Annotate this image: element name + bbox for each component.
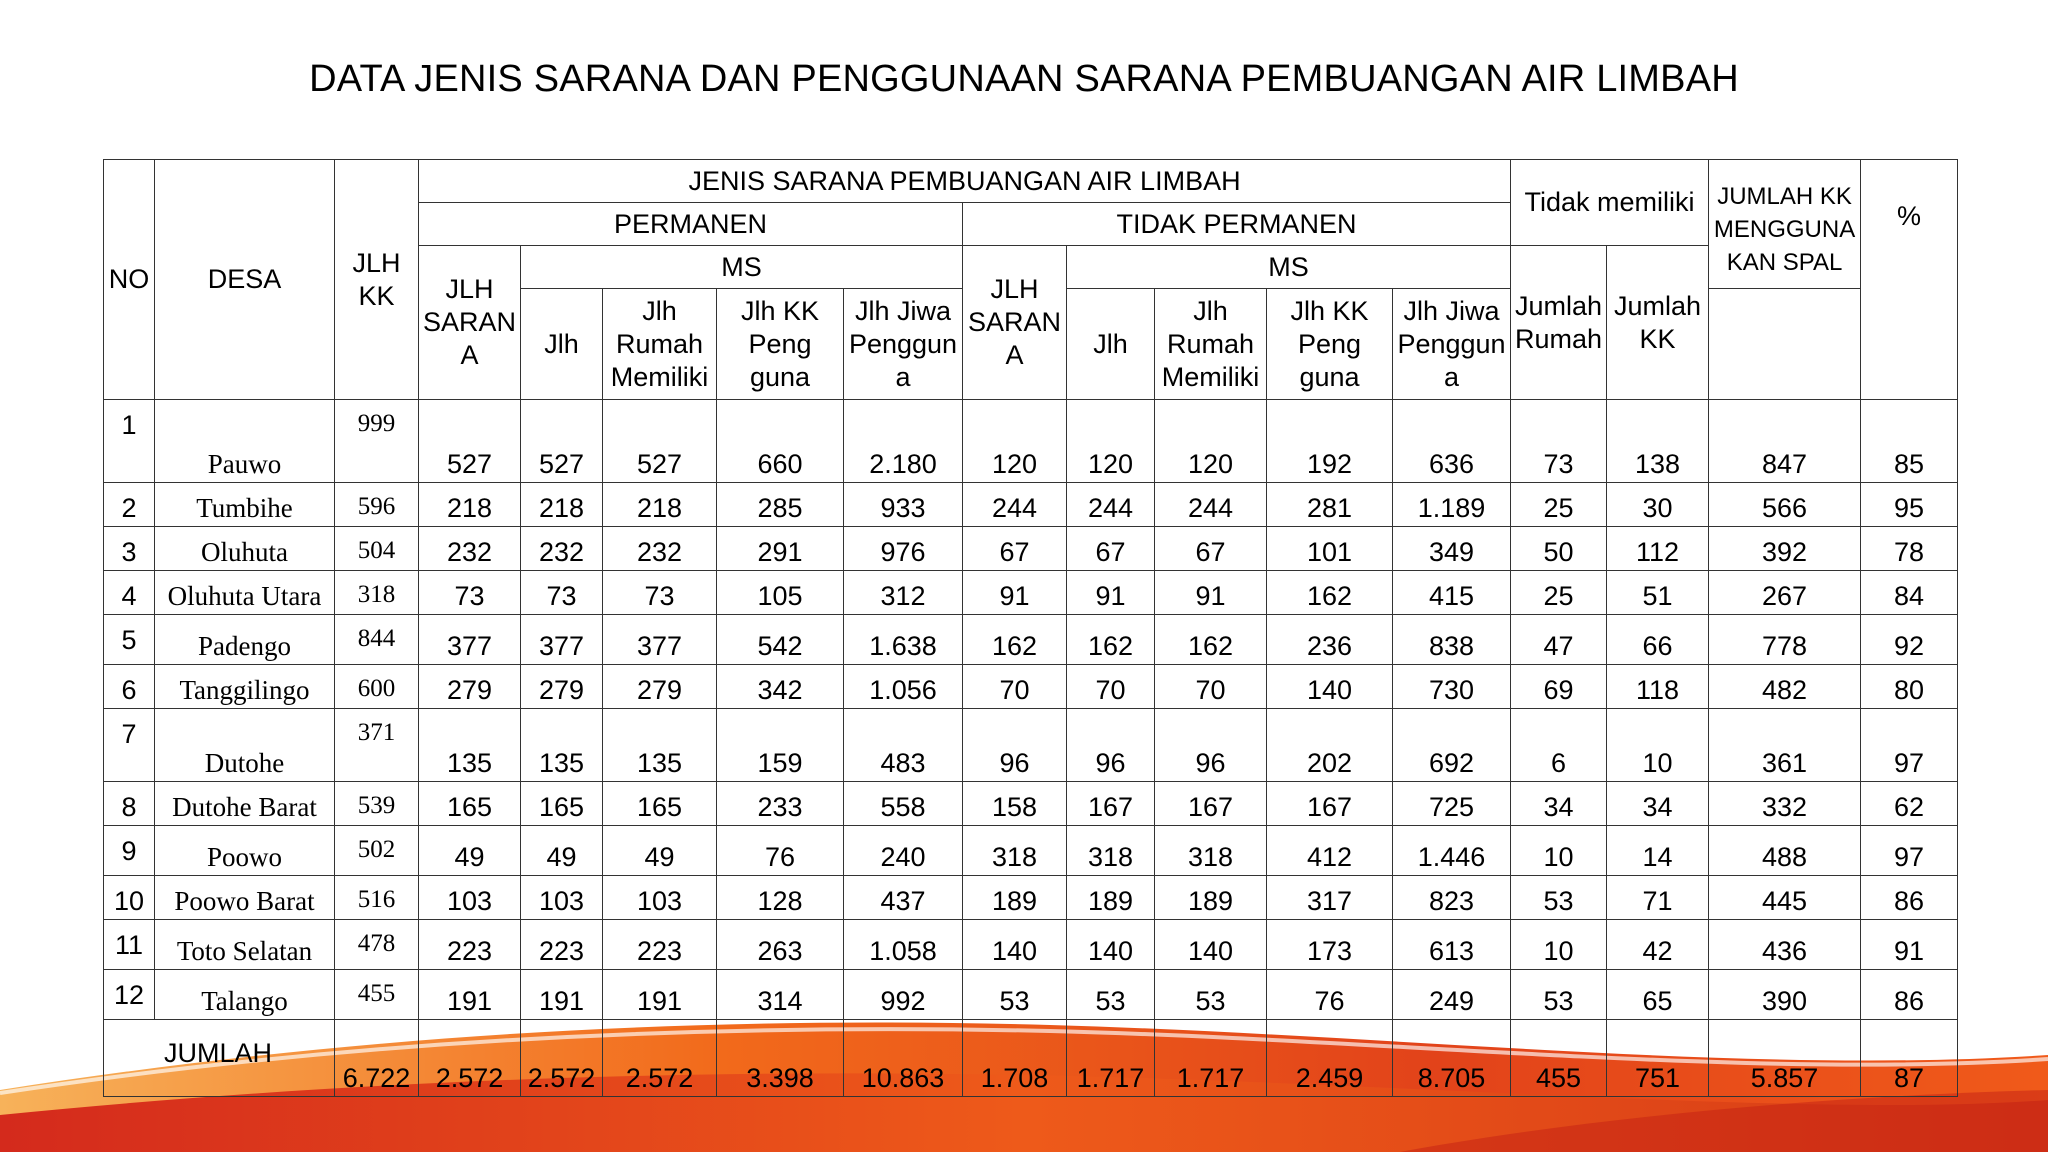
row-value: 847 xyxy=(1709,400,1861,483)
row-value: 95 xyxy=(1861,483,1958,527)
row-value: 482 xyxy=(1709,665,1861,709)
row-value: 415 xyxy=(1393,571,1511,615)
row-value: 725 xyxy=(1393,782,1511,826)
header-tidak-memiliki: Tidak memiliki xyxy=(1511,160,1709,246)
row-no: 9 xyxy=(104,826,155,876)
row-value: 232 xyxy=(419,527,521,571)
row-value: 412 xyxy=(1267,826,1393,876)
total-value: 8.705 xyxy=(1393,1020,1511,1097)
row-desa: Talango xyxy=(155,970,335,1020)
table-row xyxy=(104,615,1958,665)
header-jlh-kk-pengguna: Jlh KK Peng guna xyxy=(717,289,844,400)
row-value: 66 xyxy=(1607,615,1709,665)
row-value: 558 xyxy=(844,782,963,826)
total-value: 1.717 xyxy=(1155,1020,1267,1097)
total-value: 10.863 xyxy=(844,1020,963,1097)
row-value: 566 xyxy=(1709,483,1861,527)
row-value: 992 xyxy=(844,970,963,1020)
header-desa: DESA xyxy=(155,160,335,400)
header-jumlah-kk-spal: JUMLAH KK MENGGUNA KAN SPAL xyxy=(1709,160,1861,289)
row-value: 2.180 xyxy=(844,400,963,483)
row-value: 332 xyxy=(1709,782,1861,826)
row-value: 140 xyxy=(963,920,1067,970)
row-value: 1.446 xyxy=(1393,826,1511,876)
row-value: 249 xyxy=(1393,970,1511,1020)
row-value: 192 xyxy=(1267,400,1393,483)
row-value: 53 xyxy=(963,970,1067,1020)
row-value: 91 xyxy=(963,571,1067,615)
table-row xyxy=(104,970,1958,1020)
row-value: 167 xyxy=(1155,782,1267,826)
row-value: 62 xyxy=(1861,782,1958,826)
row-value: 53 xyxy=(1067,970,1155,1020)
row-jlh-kk: 516 xyxy=(335,876,419,920)
row-desa: Padengo xyxy=(155,615,335,665)
row-value: 92 xyxy=(1861,615,1958,665)
row-jlh-kk: 318 xyxy=(335,571,419,615)
row-value: 70 xyxy=(963,665,1067,709)
row-value: 10 xyxy=(1511,920,1607,970)
row-value: 173 xyxy=(1267,920,1393,970)
total-value: 751 xyxy=(1607,1020,1709,1097)
row-value: 318 xyxy=(1067,826,1155,876)
header-jlh-sarana-tidak-permanen: JLH SARAN A xyxy=(963,246,1067,400)
row-value: 488 xyxy=(1709,826,1861,876)
table-row xyxy=(104,876,1958,920)
row-value: 140 xyxy=(1267,665,1393,709)
row-value: 84 xyxy=(1861,571,1958,615)
row-value: 135 xyxy=(521,709,603,782)
header-ms-permanen: MS xyxy=(521,246,963,289)
row-value: 96 xyxy=(963,709,1067,782)
row-value: 933 xyxy=(844,483,963,527)
row-desa: Toto Selatan xyxy=(155,920,335,970)
header-jlh-kk: JLH KK xyxy=(335,160,419,400)
row-value: 823 xyxy=(1393,876,1511,920)
row-value: 318 xyxy=(1155,826,1267,876)
row-value: 120 xyxy=(1155,400,1267,483)
row-value: 14 xyxy=(1607,826,1709,876)
row-value: 73 xyxy=(603,571,717,615)
row-value: 47 xyxy=(1511,615,1607,665)
row-value: 6 xyxy=(1511,709,1607,782)
row-value: 613 xyxy=(1393,920,1511,970)
row-no: 8 xyxy=(104,782,155,826)
row-value: 436 xyxy=(1709,920,1861,970)
row-value: 162 xyxy=(1267,571,1393,615)
row-no: 3 xyxy=(104,527,155,571)
row-value: 660 xyxy=(717,400,844,483)
row-value: 97 xyxy=(1861,826,1958,876)
row-value: 189 xyxy=(1067,876,1155,920)
row-value: 138 xyxy=(1607,400,1709,483)
row-value: 86 xyxy=(1861,876,1958,920)
row-value: 42 xyxy=(1607,920,1709,970)
header-jlh-sarana-permanen: JLH SARAN A xyxy=(419,246,521,400)
row-value: 118 xyxy=(1607,665,1709,709)
row-value: 349 xyxy=(1393,527,1511,571)
row-no: 11 xyxy=(104,920,155,970)
table-row xyxy=(104,782,1958,826)
total-value: 2.572 xyxy=(419,1020,521,1097)
row-value: 165 xyxy=(521,782,603,826)
row-value: 158 xyxy=(963,782,1067,826)
table-row xyxy=(104,400,1958,483)
row-desa: Poowo xyxy=(155,826,335,876)
row-jlh-kk: 999 xyxy=(335,400,419,483)
row-desa: Dutohe xyxy=(155,709,335,782)
row-value: 73 xyxy=(419,571,521,615)
row-value: 80 xyxy=(1861,665,1958,709)
row-value: 189 xyxy=(1155,876,1267,920)
row-value: 103 xyxy=(419,876,521,920)
row-value: 85 xyxy=(1861,400,1958,483)
row-no: 1 xyxy=(104,400,155,483)
row-value: 527 xyxy=(603,400,717,483)
row-value: 159 xyxy=(717,709,844,782)
table-row xyxy=(104,571,1958,615)
row-value: 189 xyxy=(963,876,1067,920)
row-jlh-kk: 504 xyxy=(335,527,419,571)
row-value: 392 xyxy=(1709,527,1861,571)
row-value: 240 xyxy=(844,826,963,876)
row-value: 342 xyxy=(717,665,844,709)
row-value: 636 xyxy=(1393,400,1511,483)
page-title: DATA JENIS SARANA DAN PENGGUNAAN SARANA PEMBUANGAN AIR LIMBAH xyxy=(309,58,1739,100)
row-value: 542 xyxy=(717,615,844,665)
total-value: 5.857 xyxy=(1709,1020,1861,1097)
row-value: 162 xyxy=(963,615,1067,665)
row-jlh-kk: 844 xyxy=(335,615,419,665)
row-jlh-kk: 600 xyxy=(335,665,419,709)
row-value: 191 xyxy=(603,970,717,1020)
table-row xyxy=(104,665,1958,709)
total-jlh-kk: 6.722 xyxy=(335,1020,419,1097)
row-value: 50 xyxy=(1511,527,1607,571)
row-jlh-kk: 502 xyxy=(335,826,419,876)
total-value: 3.398 xyxy=(717,1020,844,1097)
table-body xyxy=(104,400,1958,1097)
row-value: 223 xyxy=(521,920,603,970)
row-value: 51 xyxy=(1607,571,1709,615)
header-permanen: PERMANEN xyxy=(419,203,963,246)
row-value: 317 xyxy=(1267,876,1393,920)
row-value: 232 xyxy=(521,527,603,571)
row-value: 279 xyxy=(419,665,521,709)
row-value: 25 xyxy=(1511,571,1607,615)
row-value: 244 xyxy=(1155,483,1267,527)
header-jenis-sarana: JENIS SARANA PEMBUANGAN AIR LIMBAH xyxy=(419,160,1511,203)
row-jlh-kk: 596 xyxy=(335,483,419,527)
row-value: 1.056 xyxy=(844,665,963,709)
row-no: 7 xyxy=(104,709,155,782)
row-value: 70 xyxy=(1155,665,1267,709)
row-value: 112 xyxy=(1607,527,1709,571)
row-value: 67 xyxy=(1155,527,1267,571)
data-table xyxy=(103,159,1958,1097)
row-value: 314 xyxy=(717,970,844,1020)
row-value: 236 xyxy=(1267,615,1393,665)
row-value: 1.638 xyxy=(844,615,963,665)
header-spal-blank xyxy=(1709,289,1861,400)
row-value: 76 xyxy=(1267,970,1393,1020)
row-value: 437 xyxy=(844,876,963,920)
row-value: 244 xyxy=(1067,483,1155,527)
row-value: 10 xyxy=(1607,709,1709,782)
table-row xyxy=(104,527,1958,571)
row-value: 377 xyxy=(521,615,603,665)
row-desa: Dutohe Barat xyxy=(155,782,335,826)
row-value: 103 xyxy=(521,876,603,920)
row-jlh-kk: 371 xyxy=(335,709,419,782)
row-value: 162 xyxy=(1067,615,1155,665)
row-value: 73 xyxy=(1511,400,1607,483)
row-desa: Tanggilingo xyxy=(155,665,335,709)
row-value: 285 xyxy=(717,483,844,527)
row-value: 312 xyxy=(844,571,963,615)
table-row xyxy=(104,826,1958,876)
row-jlh-kk: 478 xyxy=(335,920,419,970)
total-value: 87 xyxy=(1861,1020,1958,1097)
row-value: 49 xyxy=(603,826,717,876)
row-value: 91 xyxy=(1155,571,1267,615)
row-value: 53 xyxy=(1155,970,1267,1020)
row-value: 96 xyxy=(1067,709,1155,782)
row-value: 191 xyxy=(419,970,521,1020)
row-value: 86 xyxy=(1861,970,1958,1020)
row-no: 4 xyxy=(104,571,155,615)
row-value: 361 xyxy=(1709,709,1861,782)
row-value: 233 xyxy=(717,782,844,826)
row-value: 281 xyxy=(1267,483,1393,527)
header-jlh-rumah-memiliki: Jlh Rumah Memiliki xyxy=(603,289,717,400)
header-jlh-jiwa-pengguna: Jlh Jiwa Penggun a xyxy=(844,289,963,400)
header-jumlah-rumah: Jumlah Rumah xyxy=(1511,246,1607,400)
row-value: 91 xyxy=(1067,571,1155,615)
row-value: 838 xyxy=(1393,615,1511,665)
row-value: 76 xyxy=(717,826,844,876)
row-value: 318 xyxy=(963,826,1067,876)
row-value: 527 xyxy=(521,400,603,483)
row-value: 71 xyxy=(1607,876,1709,920)
table-row xyxy=(104,920,1958,970)
row-value: 120 xyxy=(1067,400,1155,483)
row-value: 53 xyxy=(1511,970,1607,1020)
row-value: 34 xyxy=(1607,782,1709,826)
row-value: 97 xyxy=(1861,709,1958,782)
row-jlh-kk: 455 xyxy=(335,970,419,1020)
row-value: 69 xyxy=(1511,665,1607,709)
row-value: 202 xyxy=(1267,709,1393,782)
table-row xyxy=(104,709,1958,782)
row-desa: Oluhuta xyxy=(155,527,335,571)
row-value: 291 xyxy=(717,527,844,571)
row-no: 2 xyxy=(104,483,155,527)
row-value: 730 xyxy=(1393,665,1511,709)
row-value: 263 xyxy=(717,920,844,970)
total-label: JUMLAH xyxy=(104,1020,335,1097)
total-value: 2.572 xyxy=(521,1020,603,1097)
header-jlh-jiwa-pengguna: Jlh Jiwa Penggun a xyxy=(1393,289,1511,400)
header-ms-tidak-permanen: MS xyxy=(1067,246,1511,289)
row-value: 218 xyxy=(603,483,717,527)
row-value: 1.058 xyxy=(844,920,963,970)
total-value: 2.459 xyxy=(1267,1020,1393,1097)
header-jlh: Jlh xyxy=(1067,289,1155,400)
header-no: NO xyxy=(104,160,155,400)
row-value: 165 xyxy=(603,782,717,826)
row-value: 135 xyxy=(419,709,521,782)
row-value: 218 xyxy=(521,483,603,527)
header-persen: % xyxy=(1861,160,1958,400)
row-value: 91 xyxy=(1861,920,1958,970)
row-value: 165 xyxy=(419,782,521,826)
row-value: 162 xyxy=(1155,615,1267,665)
row-value: 167 xyxy=(1267,782,1393,826)
row-value: 10 xyxy=(1511,826,1607,876)
row-value: 377 xyxy=(419,615,521,665)
row-value: 167 xyxy=(1067,782,1155,826)
total-value: 1.717 xyxy=(1067,1020,1155,1097)
row-desa: Tumbihe xyxy=(155,483,335,527)
header-jlh-rumah-memiliki: Jlh Rumah Memiliki xyxy=(1155,289,1267,400)
row-value: 527 xyxy=(419,400,521,483)
row-value: 390 xyxy=(1709,970,1861,1020)
row-value: 53 xyxy=(1511,876,1607,920)
row-no: 5 xyxy=(104,615,155,665)
row-value: 976 xyxy=(844,527,963,571)
row-value: 67 xyxy=(963,527,1067,571)
row-value: 232 xyxy=(603,527,717,571)
header-jlh-kk-pengguna: Jlh KK Peng guna xyxy=(1267,289,1393,400)
row-value: 120 xyxy=(963,400,1067,483)
total-value: 1.708 xyxy=(963,1020,1067,1097)
header-tidak-permanen: TIDAK PERMANEN xyxy=(963,203,1511,246)
row-value: 223 xyxy=(419,920,521,970)
row-value: 96 xyxy=(1155,709,1267,782)
row-jlh-kk: 539 xyxy=(335,782,419,826)
row-value: 279 xyxy=(603,665,717,709)
row-desa: Oluhuta Utara xyxy=(155,571,335,615)
row-value: 49 xyxy=(521,826,603,876)
row-value: 191 xyxy=(521,970,603,1020)
row-value: 73 xyxy=(521,571,603,615)
row-value: 30 xyxy=(1607,483,1709,527)
row-value: 244 xyxy=(963,483,1067,527)
row-value: 67 xyxy=(1067,527,1155,571)
total-value: 455 xyxy=(1511,1020,1607,1097)
table-row xyxy=(104,483,1958,527)
row-value: 267 xyxy=(1709,571,1861,615)
row-value: 103 xyxy=(603,876,717,920)
row-value: 105 xyxy=(717,571,844,615)
row-value: 101 xyxy=(1267,527,1393,571)
row-value: 25 xyxy=(1511,483,1607,527)
row-no: 12 xyxy=(104,970,155,1020)
row-value: 78 xyxy=(1861,527,1958,571)
row-value: 692 xyxy=(1393,709,1511,782)
row-value: 135 xyxy=(603,709,717,782)
row-value: 34 xyxy=(1511,782,1607,826)
header-jumlah-kk: Jumlah KK xyxy=(1607,246,1709,400)
row-desa: Poowo Barat xyxy=(155,876,335,920)
total-row xyxy=(104,1020,1958,1097)
row-value: 1.189 xyxy=(1393,483,1511,527)
row-value: 140 xyxy=(1155,920,1267,970)
total-value: 2.572 xyxy=(603,1020,717,1097)
row-desa: Pauwo xyxy=(155,400,335,483)
row-value: 377 xyxy=(603,615,717,665)
row-value: 140 xyxy=(1067,920,1155,970)
row-value: 483 xyxy=(844,709,963,782)
row-value: 65 xyxy=(1607,970,1709,1020)
row-value: 279 xyxy=(521,665,603,709)
row-value: 49 xyxy=(419,826,521,876)
row-value: 128 xyxy=(717,876,844,920)
row-value: 778 xyxy=(1709,615,1861,665)
row-no: 6 xyxy=(104,665,155,709)
header-jlh: Jlh xyxy=(521,289,603,400)
row-value: 218 xyxy=(419,483,521,527)
row-value: 70 xyxy=(1067,665,1155,709)
row-no: 10 xyxy=(104,876,155,920)
row-value: 445 xyxy=(1709,876,1861,920)
row-value: 223 xyxy=(603,920,717,970)
